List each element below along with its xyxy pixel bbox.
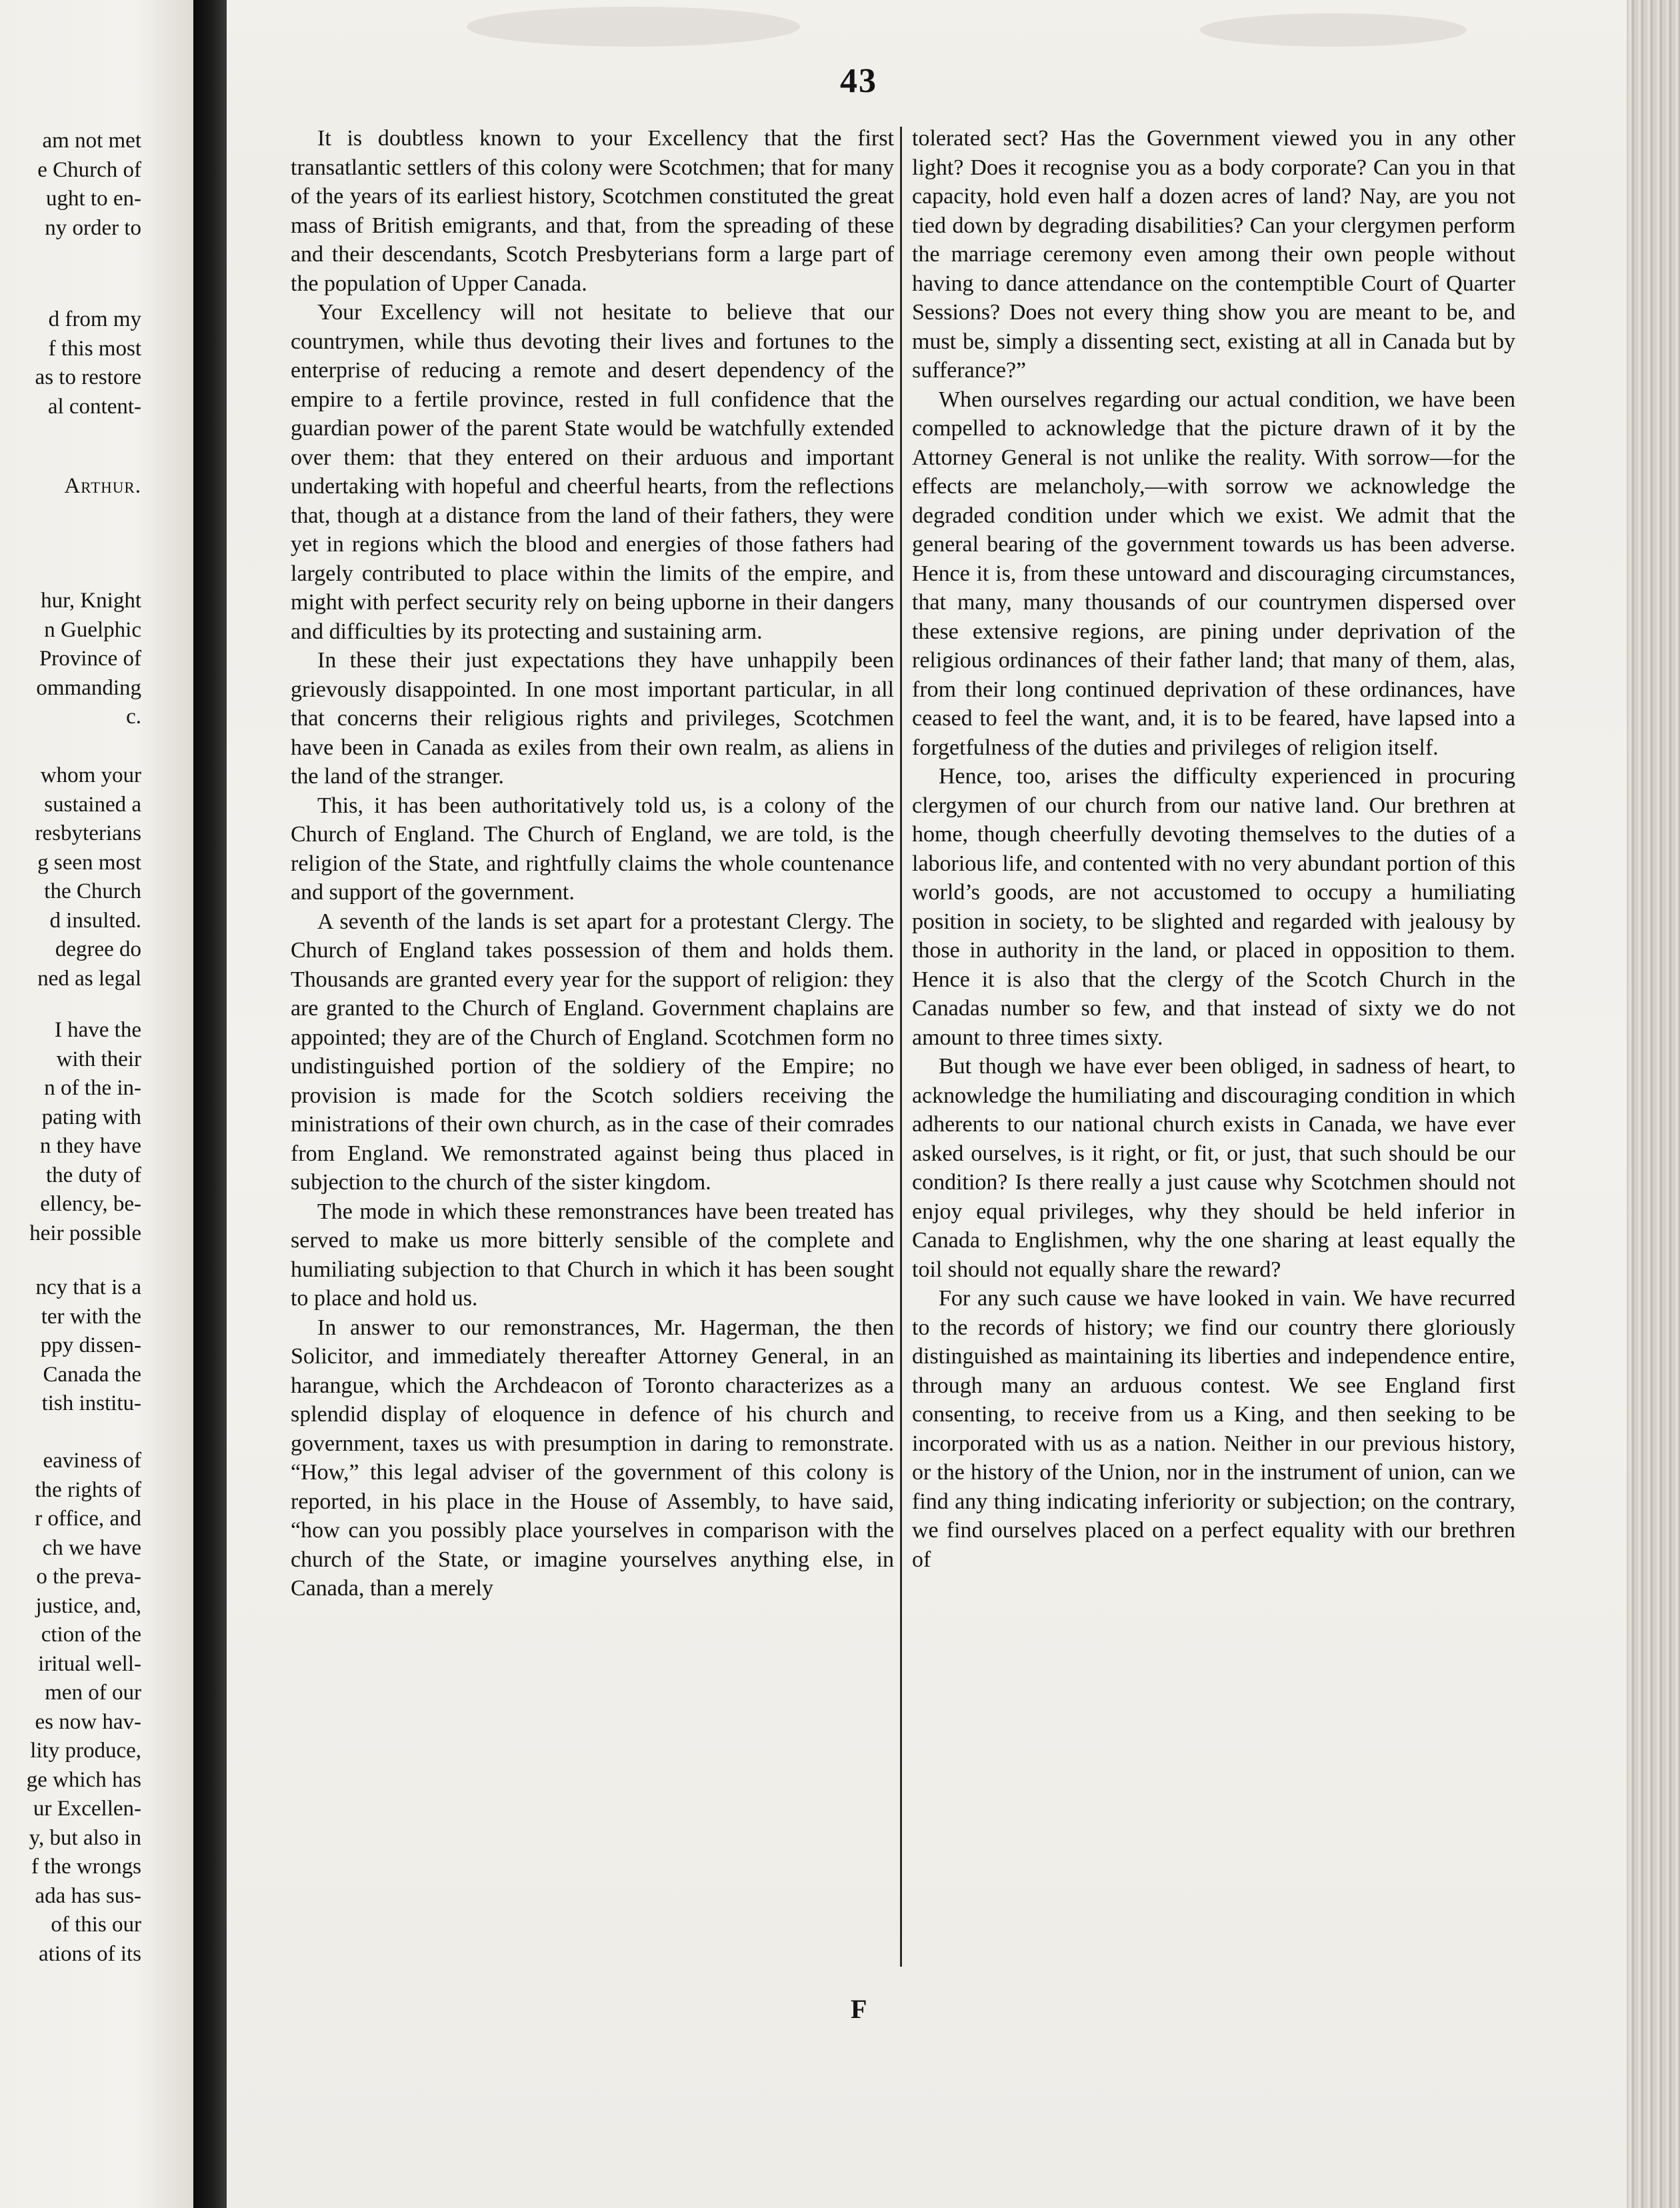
left-fragment-line: the rights of (35, 1477, 141, 1502)
left-fragment-line: the duty of (46, 1163, 141, 1187)
left-fragment-line: as to restore (35, 365, 141, 389)
left-fragment-line: c. (126, 705, 141, 729)
paragraph: When ourselves regarding our actual condition, we have been compelled to acknowledge that the picture drawn of it by the Attorney General is not unlike the reality. With sorrow—for the effects are melancholy,—with sorrow we acknowledge the degraded condition under which we exist. We admit that the general bearing of the government towards us has been adverse. Hence it is, from these untoward and discouraging circumstances, that many, many thousands of our countrymen dispersed over these extensive regions, are pining under deprivation of the religious ordinances of their father land; that many of them, alas, from their long continued deprivation of these ordinances, have ceased to feel the want, and, it is to be feared, have lapsed into a forgetfulness of the duties and privileges of religion itself. (912, 387, 1515, 760)
left-fragment-line: sustained a (44, 792, 141, 817)
left-fragment-signature-block (0, 472, 193, 501)
left-fragment-line: eaviness of (43, 1449, 141, 1473)
left-fragment-line: al content- (47, 394, 141, 419)
left-fragment-line: f the wrongs (31, 1855, 141, 1879)
left-fragment-line: ny order to (45, 215, 141, 240)
left-fragment-line: ge which has (26, 1767, 141, 1792)
paragraph: But though we have ever been obliged, in sadness of heart, to acknowledge the humiliating and discouraging condition in which adherents to our national church exists in Canada, we have ever asked ourselves, is it right, or fit, or just, that such should be our condition? Is there really a just cause why Scotchmen should not enjoy equal privileges, why they should be held inferior in Canada to Englishmen, why the one sharing at least equally the toil should not equally share the reward? (912, 1054, 1515, 1282)
left-fragment-line: resbyterians (35, 821, 141, 845)
left-fragment-line: ellency, be- (40, 1192, 141, 1216)
left-fragment-line: r office, and (35, 1507, 141, 1531)
left-fragment-line: Province of (39, 647, 141, 671)
left-fragment-line: ncy that is a (35, 1275, 141, 1299)
left-fragment-line: degree do (55, 937, 141, 961)
left-fragment-line: ch we have (42, 1535, 141, 1560)
paragraph: The mode in which these remonstrances have been treated has served to make us more bitterly sensible of the complete and humiliating subjection to that Church in which it has been sought to place and hold us. (291, 1199, 894, 1311)
left-fragment-group-5 (0, 1016, 193, 1248)
left-fragment-line: I have the (54, 1018, 141, 1042)
left-fragment-line: d from my (48, 307, 141, 331)
left-fragment-line: n they have (39, 1134, 141, 1158)
page-edges (1627, 0, 1680, 2208)
paragraph: Hence, too, arises the difficulty experienced in procuring clergymen of our church from our native land. Our brethren at home, though cheerfully devoting themselves to the duties of a laborious life, and contented with no very abundant portion of this world’s goods, are not accustomed to occupy a humiliating position in society, to be slighted and regarded with jealousy by those in authority in the land, or placed in opposition to them. Hence it is also that the clergy of the Scotch Church in the Canadas number so few, and that instead of sixty we do not amount to three times sixty. (912, 764, 1515, 1050)
left-fragment-line: tish institu- (41, 1391, 141, 1415)
paragraph: tolerated sect? Has the Government viewed you in any other light? Does it recognise you as a body corporate? Can you in that capacity, hold even half a dozen acres of land? Nay, are you not tied down by degrading disabilities? Can your clergymen perform the marriage ceremony even among their own people without having to dance attendance on the contemptible Court of Quarter Sessions? Does not every thing show you are meant to be, and must be, simply a dissenting sect, existing at all in Canada but by sufferance?” (912, 126, 1515, 383)
paragraph: In answer to our remonstrances, Mr. Hagerman, the then Solicitor, and immediately thereafter Attorney General, in an harangue, which the Archdeacon of Toronto characterizes as a splendid display of eloquence in defence of his church and government, taxes us with presumption in daring to remonstrate. “How,” this legal adviser of the government of this colony is reported, in his place in the House of Assembly, to have said, “how can you possibly place yourselves in comparison with the church of the State, or imagine yourselves anything else, in Canada, than a merely (291, 1315, 894, 1601)
left-fragment-line: f this most (48, 336, 141, 361)
left-fragment-line: men of our (45, 1681, 141, 1705)
paragraph: A seventh of the lands is set apart for a protestant Clergy. The Church of England takes possession of them and holds them. Thousands are granted every year for the support of religion: they are granted to the Church of England. Government chaplains are appointed; they are of the Church of England. Scotchmen form no undistinguished portion of the soldiery of the Empire; no provision is made for the Scotch soldiers receiving the ministrations of their own church, as in the case of their comrades from England. We remonstrated against being thus placed in subjection to the church of the sister kingdom. (291, 909, 894, 1195)
left-fragment-line: ur Excellen- (33, 1797, 141, 1821)
left-fragment-line: n of the in- (44, 1076, 141, 1100)
signature-mark: F (851, 1994, 867, 2024)
left-fragment-line: ommanding (36, 675, 141, 700)
left-fragment-line: justice, and, (35, 1593, 141, 1618)
left-fragment-line: the Church (44, 879, 141, 903)
left-fragment-line: ations of its (39, 1941, 141, 1966)
page-number: 43 (840, 62, 877, 100)
paper-stain (467, 7, 800, 47)
left-facing-page (0, 0, 193, 2208)
left-fragment-line: of this our (51, 1913, 141, 1937)
left-fragment-group-1 (0, 127, 193, 243)
paragraph: This, it has been authoritatively told us, is a colony of the Church of England. The Church of England, we are told, is the religion of the State, and rightfully claims the whole countenance and support of the government. (291, 793, 894, 905)
binding-gutter (193, 0, 227, 2208)
paragraph: It is doubtless known to your Excellency that the first transatlantic settlers of this colony were Scotchmen; that for many of the years of its earliest history, Scotchmen constituted the great mass of British emigrants, and that, from the spreading of these and their descendants, Scotch Presbyterians form a large part of the population of Upper Canada. (291, 126, 894, 296)
left-fragment-line: e Church of (37, 157, 141, 182)
left-fragment-group-3 (0, 587, 193, 732)
left-fragment-group-2 (0, 305, 193, 421)
left-fragment-line: lity produce, (30, 1739, 141, 1763)
left-fragment-line: hur, Knight (41, 589, 141, 613)
left-fragment-line: pating with (41, 1105, 141, 1129)
left-fragment-line: y, but also in (29, 1825, 141, 1850)
paragraph: In these their just expectations they have unhappily been grievously disappointed. In one most important particular, in all that concerns their religious rights and privileges, Scotchmen have been in Canada as exiles from their own realm, as aliens in the land of the stranger. (291, 648, 894, 789)
left-fragment-line: iritual well- (38, 1651, 141, 1676)
right-text-column (912, 124, 1515, 1574)
left-fragment-line: ction of the (41, 1623, 141, 1647)
left-fragment-group-4 (0, 761, 193, 993)
left-fragment-line: Canada the (43, 1362, 141, 1387)
left-fragment-line: o the preva- (36, 1565, 141, 1589)
left-fragment-line: heir possible (29, 1221, 141, 1245)
left-fragment-line: es now hav- (35, 1709, 141, 1734)
left-fragment-line: whom your (40, 763, 141, 787)
left-text-column (291, 124, 894, 1603)
left-fragment-line: d insulted. (49, 908, 141, 933)
left-fragment-line: with their (56, 1047, 141, 1071)
column-divider (900, 127, 902, 1967)
paper-stain (1200, 13, 1467, 47)
left-fragment-group-6 (0, 1273, 193, 1419)
left-fragment-line: g seen most (37, 850, 141, 875)
paragraph: Your Excellency will not hesitate to believe that our countrymen, while thus devoting their lives and fortunes to the enterprise of reducing a remote and desert dependency of the empire to a fertile province, rested in full confidence that the guardian power of the parent State would be watchfully extended over them: that they entered on their arduous and important undertaking with hopeful and cheerful hearts, from the reflections that, though at a distance from the land of their fathers, they were yet in regions which the blood and energies of those fathers had largely contributed to place within the limits of the empire, and might with perfect security rely on being upborne in their dangers and difficulties by its protecting and sustaining arm. (291, 300, 894, 644)
left-fragment-line: ught to en- (46, 187, 141, 211)
left-fragment-group-7 (0, 1447, 193, 1969)
left-fragment-signature: Arthur. (64, 474, 141, 498)
paragraph: For any such cause we have looked in vain. We have recurred to the records of history; we find our country there gloriously distinguished as maintaining its liberties and independence entire, through many an arduous contest. We see England first consenting, to receive from us a King, and then seeking to be incorporated with us as a nation. Neither in our previous history, or the history of the Union, nor in the instrument of union, can we find any thing indicating inferiority or subjection; on the contrary, we find ourselves placed on a perfect equality with our brethren of (912, 1286, 1515, 1572)
left-fragment-line: am not met (42, 129, 141, 153)
left-fragment-line: n Guelphic (44, 617, 141, 642)
left-fragment-line: ada has sus- (35, 1883, 141, 1908)
left-fragment-line: ppy dissen- (40, 1333, 141, 1357)
left-fragment-line: ter with the (41, 1304, 141, 1329)
left-fragment-line: ned as legal (37, 966, 141, 991)
